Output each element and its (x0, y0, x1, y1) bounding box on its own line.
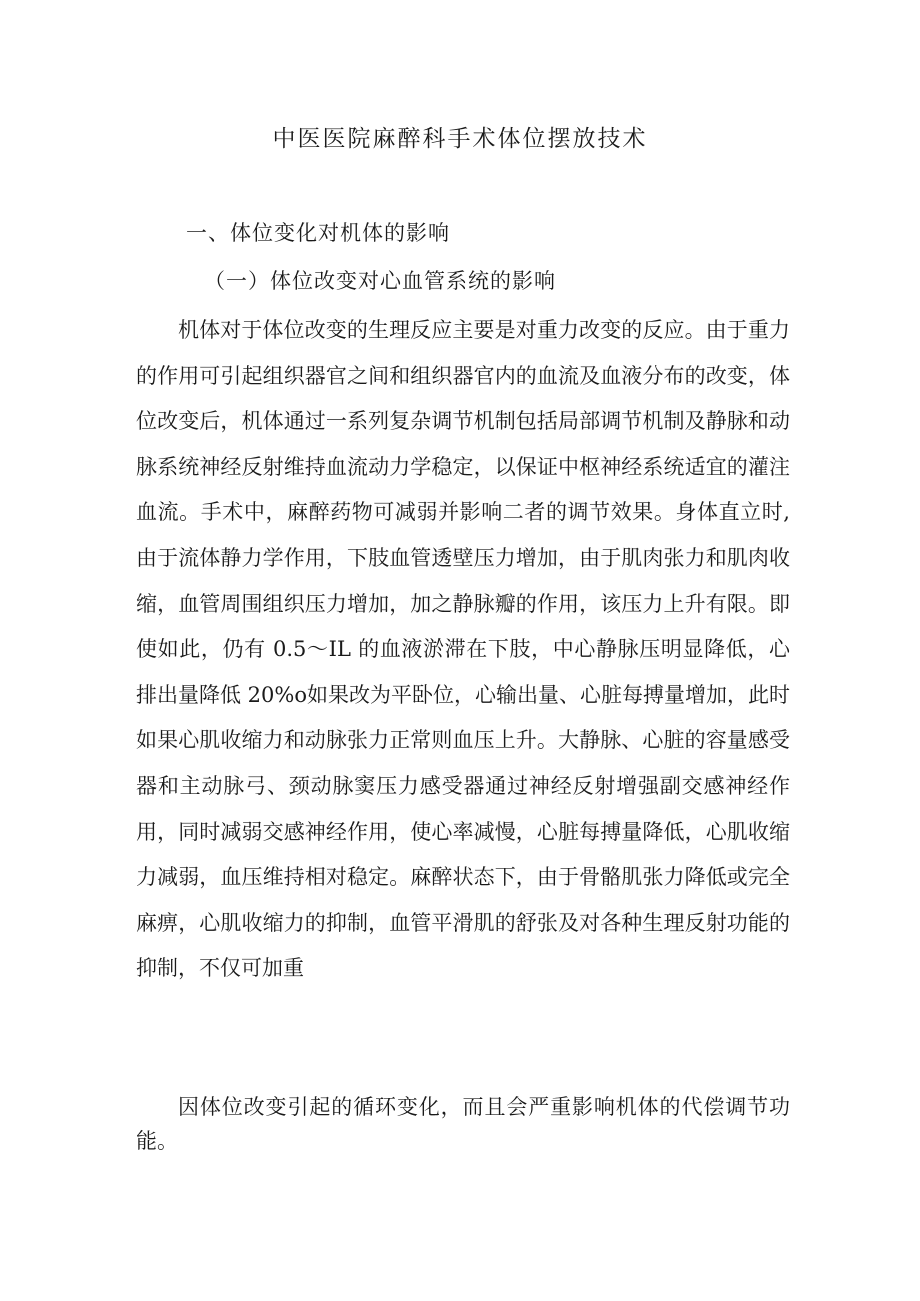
subsection-heading: （一）体位改变对心血管系统的影响 (204, 269, 556, 293)
body-paragraph: 机体对于体位改变的生理反应主要是对重力改变的反应。由于重力的作用可引起组织器官之间和组织器官内的血流及血液分布的改变，体位改变后，机体通过一系列复杂调节机制包括局部调节机制及静脉和动脉系统神经反射维持血流动力学稳定，以保证中枢神经系统适宜的灌注血流。手术中，麻醉药物可减弱并影响二者的调节效果。身体直立时,由于流体静力学作用，下肢血管透壁压力增加，由于肌肉张力和肌肉收缩，血管周围组织压力增加，加之静脉瓣的作用，该压力上升有限。即使如此，仍有 0.5～IL 的血液淤滞在下肢，中心静脉压明显降低，心排出量降低 20%o如果改为平卧位，心输出量、心脏每搏量增加，此时如果心肌收缩力和动脉张力正常则血压上升。大静脉、心脏的容量感受器和主动脉弓、颈动脉窦压力感受器通过神经反射增强副交感神经作用，同时减弱交感神经作用，使心率减慢，心脏每搏量降低，心肌收缩力减弱，血压维持相对稳定。麻醉状态下，由于骨骼肌张力降低或完全麻痹，心肌收缩力的抑制，血管平滑肌的舒张及对各种生理反射功能的抑制，不仅可加重 (136, 318, 790, 981)
section-heading: 一、体位变化对机体的影响 (186, 221, 450, 245)
document-title: 中医医院麻醉科手术体位摆放技术 (272, 126, 648, 152)
body-paragraph: 因体位改变引起的循环变化，而且会严重影响机体的代偿调节功能。 (136, 1095, 790, 1153)
